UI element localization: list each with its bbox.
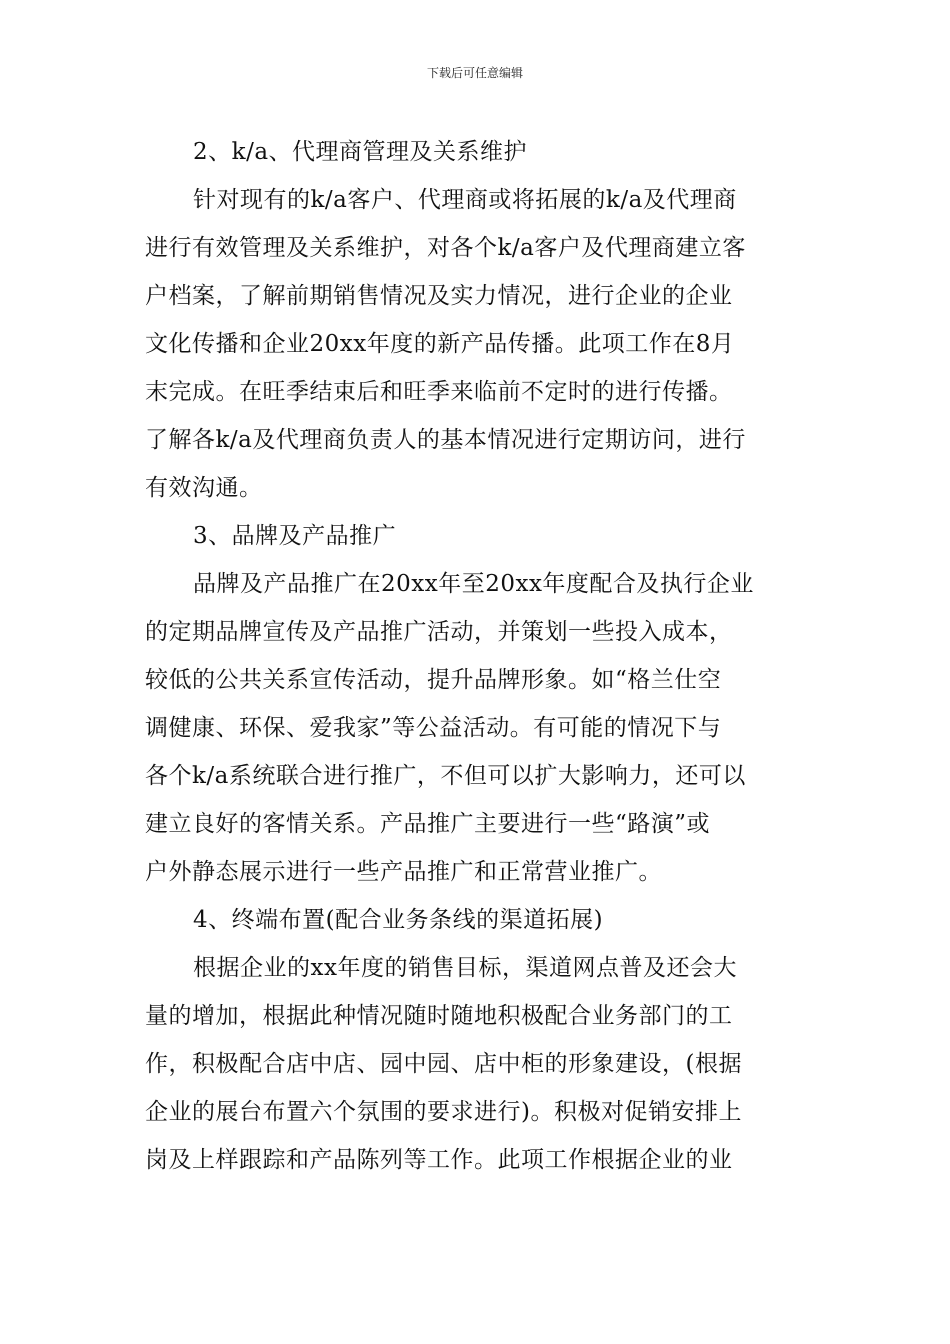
paragraph-line: 调健康、环保、爱我家”等公益活动。有可能的情况下与 bbox=[145, 715, 722, 741]
paragraph-line: 末完成。在旺季结束后和旺季来临前不定时的进行传播。 bbox=[145, 379, 733, 405]
paragraph-line: 进行有效管理及关系维护，对各个k/a客户及代理商建立客 bbox=[145, 235, 746, 261]
paragraph-line: 各个k/a系统联合进行推广，不但可以扩大影响力，还可以 bbox=[145, 763, 746, 789]
paragraph-line: 根据企业的xx年度的销售目标，渠道网点普及还会大 bbox=[193, 955, 737, 981]
paragraph-line: 量的增加，根据此种情况随时随地积极配合业务部门的工 bbox=[145, 1003, 733, 1029]
paragraph-line: 的定期品牌宣传及产品推广活动，并策划一些投入成本， bbox=[145, 619, 733, 645]
paragraph-line: 针对现有的k/a客户、代理商或将拓展的k/a及代理商 bbox=[193, 187, 737, 213]
document-body bbox=[145, 128, 807, 1184]
paragraph-line: 户档案，了解前期销售情况及实力情况，进行企业的企业 bbox=[145, 283, 733, 309]
section-heading-brand-promotion: 3、品牌及产品推广 bbox=[193, 523, 397, 549]
paragraph-line: 建立良好的客情关系。产品推广主要进行一些“路演”或 bbox=[145, 811, 711, 837]
section-heading-ka-agent-management: 2、k/a、代理商管理及关系维护 bbox=[193, 139, 528, 165]
paragraph-line: 了解各k/a及代理商负责人的基本情况进行定期访问，进行 bbox=[145, 427, 746, 453]
page-header: 下载后可任意编辑 bbox=[426, 66, 523, 80]
paragraph-line: 岗及上样跟踪和产品陈列等工作。此项工作根据企业的业 bbox=[145, 1147, 733, 1173]
paragraph-line: 户外静态展示进行一些产品推广和正常营业推广。 bbox=[145, 859, 662, 885]
paragraph-line: 企业的展台布置六个氛围的要求进行)。积极对促销安排上 bbox=[145, 1099, 742, 1125]
section-heading-terminal-layout: 4、终端布置(配合业务条线的渠道拓展) bbox=[193, 907, 604, 933]
paragraph-line: 较低的公共关系宣传活动，提升品牌形象。如“格兰仕空 bbox=[145, 667, 722, 693]
paragraph-line: 有效沟通。 bbox=[145, 475, 263, 501]
paragraph-line: 品牌及产品推广在20xx年至20xx年度配合及执行企业 bbox=[193, 571, 754, 597]
paragraph-line: 作，积极配合店中店、园中园、店中柜的形象建设，(根据 bbox=[145, 1051, 742, 1077]
paragraph-line: 文化传播和企业20xx年度的新产品传播。此项工作在8月 bbox=[145, 331, 735, 357]
